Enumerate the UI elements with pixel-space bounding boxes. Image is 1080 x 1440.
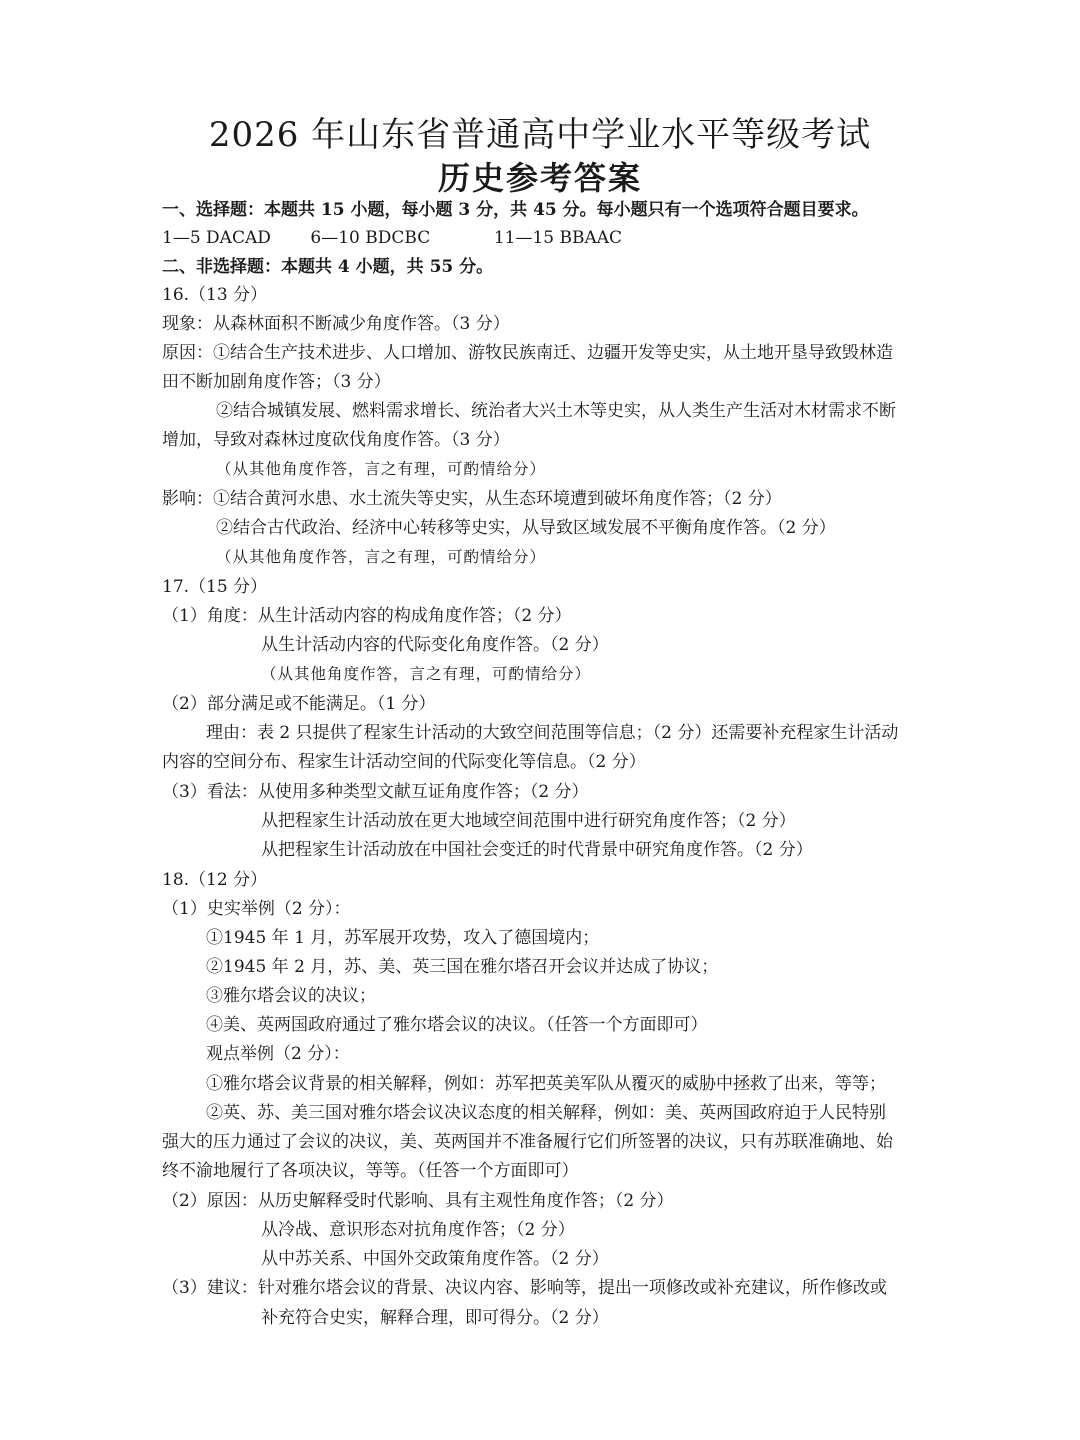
q16-note: （从其他角度作答，言之有理，可酌情给分） — [216, 460, 547, 478]
q16-line: ②结合城镇发展、燃料需求增长、统治者大兴土木等史实，从人类生产生活对木材需求不断 — [216, 401, 896, 421]
mc-answers-6-10: 6—10 BDCBC — [310, 228, 431, 248]
q16-title: 16.（13 分） — [162, 285, 268, 305]
q18-line: ③雅尔塔会议的决议； — [206, 986, 376, 1006]
q18-title: 18.（12 分） — [162, 870, 268, 890]
q17-line: 内容的空间分布、程家生计活动空间的代际变化等信息。（2 分） — [162, 752, 646, 772]
q18-line: 观点举例（2 分）： — [206, 1044, 350, 1064]
section2-heading: 二、非选择题：本题共 4 小题，共 55 分。 — [162, 257, 494, 277]
q18-line: （1）史实举例（2 分）： — [162, 899, 351, 919]
q18-line: 强大的压力通过了会议的决议，美、英两国并不准备履行它们所签署的决议，只有苏联准确地、始 — [162, 1132, 893, 1152]
q18-line: 补充符合史实，解释合理，即可得分。（2 分） — [261, 1308, 609, 1328]
q18-line: ②1945 年 2 月，苏、美、英三国在雅尔塔召开会议并达成了协议； — [206, 957, 719, 977]
q17-line: （3）看法：从使用多种类型文献互证角度作答；（2 分） — [162, 782, 589, 802]
q17-line: 从把程家生计活动放在中国社会变迁的时代背景中研究角度作答。（2 分） — [261, 840, 813, 860]
q17-line: （1）角度：从生计活动内容的构成角度作答；（2 分） — [162, 606, 572, 626]
q17-note: （从其他角度作答，言之有理，可酌情给分） — [261, 665, 592, 683]
q16-note: （从其他角度作答，言之有理，可酌情给分） — [216, 548, 547, 566]
q16-line: 增加，导致对森林过度砍伐角度作答。（3 分） — [162, 430, 510, 450]
q18-line: 从中苏关系、中国外交政策角度作答。（2 分） — [261, 1249, 609, 1269]
section1-heading: 一、选择题：本题共 15 小题，每小题 3 分，共 45 分。每小题只有一个选项符合题目要求。 — [162, 200, 869, 220]
mc-answers-11-15: 11—15 BBAAC — [493, 228, 623, 248]
q18-line: 终不渝地履行了各项决议，等等。（任答一个方面即可） — [162, 1161, 579, 1181]
q16-line: 现象：从森林面积不断减少角度作答。（3 分） — [162, 314, 510, 334]
exam-title: 2026 年山东省普通高中学业水平等级考试 — [208, 115, 872, 155]
q16-line: 田不断加剧角度作答；（3 分） — [162, 372, 391, 392]
q18-line: 从冷战、意识形态对抗角度作答；（2 分） — [261, 1220, 575, 1240]
q17-line: 从把程家生计活动放在更大地域空间范围中进行研究角度作答；（2 分） — [261, 811, 796, 831]
q16-line: 影响：①结合黄河水患、水土流失等史实，从生态环境遭到破坏角度作答；（2 分） — [162, 489, 782, 509]
q18-line: ②英、苏、美三国对雅尔塔会议决议态度的相关解释，例如：美、英两国政府迫于人民特别 — [206, 1103, 886, 1123]
page-subtitle: 历史参考答案 — [437, 159, 642, 197]
q17-line: （2）部分满足或不能满足。（1 分） — [162, 694, 436, 714]
q18-line: ①雅尔塔会议背景的相关解释，例如：苏军把英美军队从覆灭的威胁中拯救了出来，等等； — [206, 1074, 886, 1094]
q18-line: （2）原因：从历史解释受时代影响、具有主观性角度作答；（2 分） — [162, 1191, 674, 1211]
q17-line: 从生计活动内容的代际变化角度作答。（2 分） — [261, 635, 609, 655]
q18-line: ①1945 年 1 月，苏军展开攻势，攻入了德国境内； — [206, 928, 600, 948]
q16-line: ②结合古代政治、经济中心转移等史实，从导致区域发展不平衡角度作答。（2 分） — [216, 518, 836, 538]
q18-line: ④美、英两国政府通过了雅尔塔会议的决议。（任答一个方面即可） — [206, 1015, 708, 1035]
q17-title: 17.（15 分） — [162, 577, 268, 597]
mc-answers-1-5: 1—5 DACAD — [162, 228, 271, 248]
q16-line: 原因：①结合生产技术进步、人口增加、游牧民族南迁、边疆开发等史实，从土地开垦导致毁林造 — [162, 343, 893, 363]
q18-line: （3）建议：针对雅尔塔会议的背景、决议内容、影响等，提出一项修改或补充建议，所作修改或 — [162, 1278, 887, 1298]
q17-line: 理由：表 2 只提供了程家生计活动的大致空间范围等信息；（2 分）还需要补充程家生计活动 — [206, 723, 899, 743]
mc-answers — [162, 225, 622, 251]
